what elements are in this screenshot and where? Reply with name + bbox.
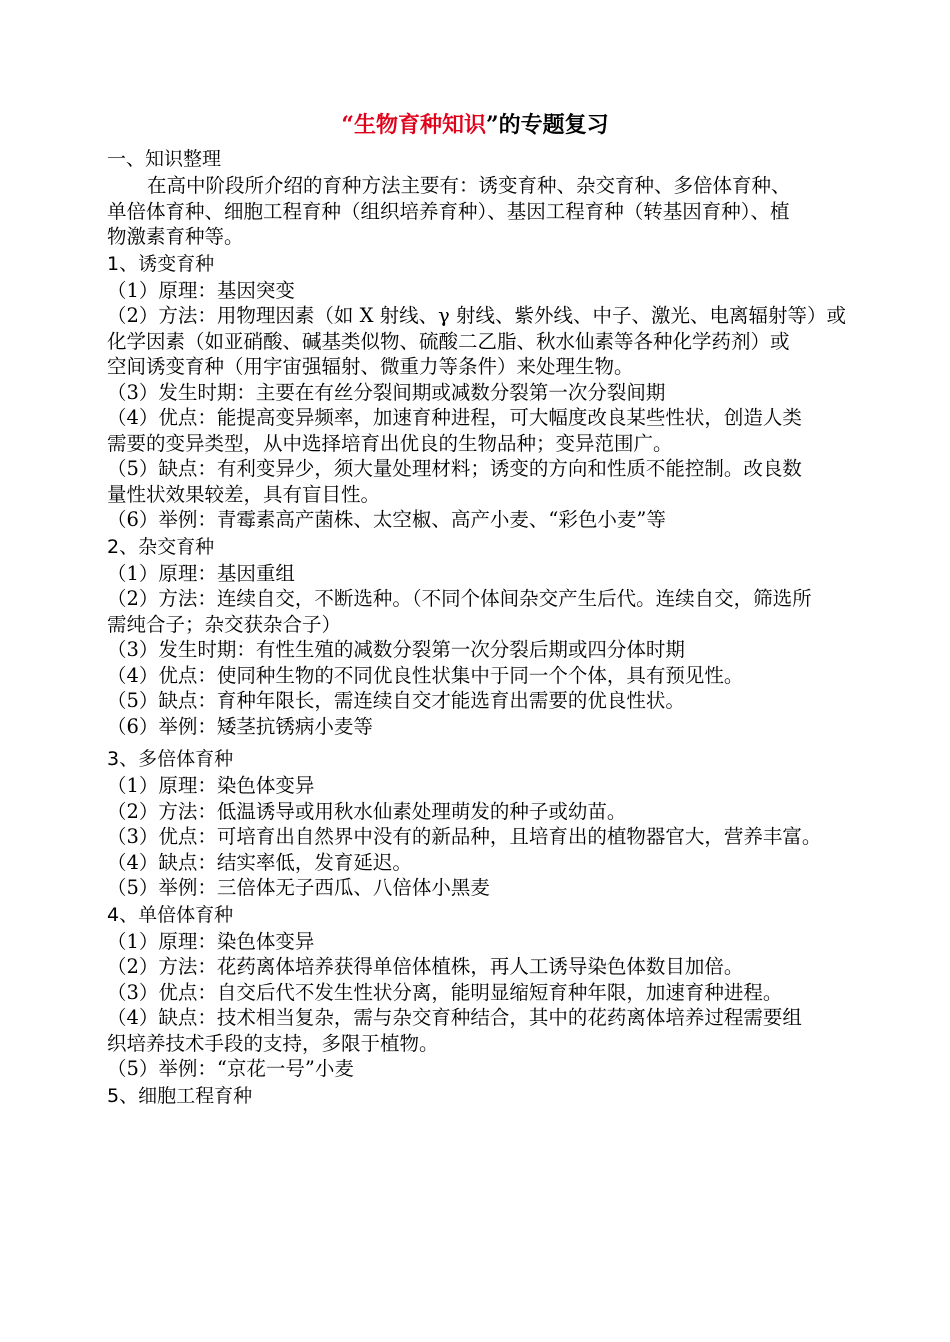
title-highlight: 生物育种知识 (353, 112, 486, 138)
mutation-method-1: （2）方法：用物理因素（如 X 射线、γ 射线、紫外线、中子、激光、电离辐射等）或 (107, 304, 847, 327)
heading-cell-engineering-breeding: 5、细胞工程育种 (107, 1084, 253, 1107)
heading-mutation-breeding: 1、诱变育种 (107, 252, 215, 275)
heading-polyploid-breeding: 3、多倍体育种 (107, 748, 234, 770)
polyploid-principle: （1）原理：染色体变异 (107, 774, 315, 797)
cross-method-2: 需纯合子；杂交获杂合子） (107, 612, 342, 636)
haploid-advantage: （3）优点：自交后代不发生性状分离，能明显缩短育种年限，加速育种进程。 (107, 980, 783, 1004)
haploid-example: （5）举例：“京花一号”小麦 (107, 1057, 354, 1080)
polyploid-advantage: （3）优点：可培育出自然界中没有的新品种，且培育出的植物器官大，营养丰富。 (107, 825, 822, 848)
intro-line-3: 物激素育种等。 (107, 225, 244, 248)
title-close-quote: ” (486, 112, 499, 138)
cross-method-1: （2）方法：连续自交，不断选种。（不同个体间杂交产生后代。连续自交，筛选所 (107, 587, 812, 610)
mutation-disadvantage-1: （5）缺点：有利变异少，须大量处理材料；诱变的方向和性质不能控制。改良数 (107, 457, 802, 480)
polyploid-example: （5）举例：三倍体无子西瓜、八倍体小黑麦 (107, 876, 490, 899)
haploid-disadvantage-2: 织培养技术手段的支持，多限于植物。 (107, 1031, 439, 1055)
cross-period: （3）发生时期：有性生殖的减数分裂第一次分裂后期或四分体时期 (107, 638, 685, 661)
title-rest: 的专题复习 (498, 113, 609, 138)
cross-advantage: （4）优点：使同种生物的不同优良性状集中于同一个个体，具有预见性。 (107, 663, 744, 687)
section-heading-knowledge: 一、知识整理 (107, 148, 222, 170)
haploid-method: （2）方法：花药离体培养获得单倍体植株，再人工诱导染色体数目加倍。 (107, 955, 744, 978)
mutation-principle: （1）原理：基因突变 (107, 278, 295, 302)
mutation-advantage-1: （4）优点：能提高变异频率，加速育种进程，可大幅度改良某些性状，创造人类 (107, 406, 802, 429)
document-title (0, 110, 950, 141)
polyploid-disadvantage: （4）缺点：结实率低，发育延迟。 (107, 850, 412, 874)
mutation-disadvantage-2: 量性状效果较差，具有盲目性。 (107, 482, 381, 506)
intro-line-1: 在高中阶段所介绍的育种方法主要有：诱变育种、杂交育种、多倍体育种、 (147, 174, 791, 197)
mutation-period: （3）发生时期：主要在有丝分裂间期或减数分裂第一次分裂间期 (107, 380, 666, 404)
mutation-example: （6）举例：青霉素高产菌株、太空椒、高产小麦、“彩色小麦”等 (107, 508, 666, 531)
cross-disadvantage: （5）缺点：育种年限长，需连续自交才能选育出需要的优良性状。 (107, 689, 685, 712)
mutation-method-3: 空间诱变育种（用宇宙强辐射、微重力等条件）来处理生物。 (107, 355, 634, 378)
document-body (107, 145, 867, 1110)
mutation-advantage-2: 需要的变异类型，从中选择培育出优良的生物品种；变异范围广。 (107, 431, 673, 455)
cross-example: （6）举例：矮茎抗锈病小麦等 (107, 714, 373, 738)
heading-haploid-breeding: 4、单倍体育种 (107, 903, 234, 926)
mutation-method-2: 化学因素（如亚硝酸、碱基类似物、硫酸二乙脂、秋水仙素等各种化学药剂）或 (107, 329, 790, 353)
haploid-principle: （1）原理：染色体变异 (107, 929, 315, 953)
haploid-disadvantage-1: （4）缺点：技术相当复杂，需与杂交育种结合，其中的花药离体培养过程需要组 (107, 1006, 802, 1029)
intro-line-2: 单倍体育种、细胞工程育种（组织培养育种）、基因工程育种（转基因育种）、植 (107, 199, 790, 223)
heading-cross-breeding: 2、杂交育种 (107, 535, 215, 558)
polyploid-method: （2）方法：低温诱导或用秋水仙素处理萌发的种子或幼苗。 (107, 799, 627, 823)
title-open-quote: “ (341, 112, 354, 138)
cross-principle: （1）原理：基因重组 (107, 561, 295, 585)
